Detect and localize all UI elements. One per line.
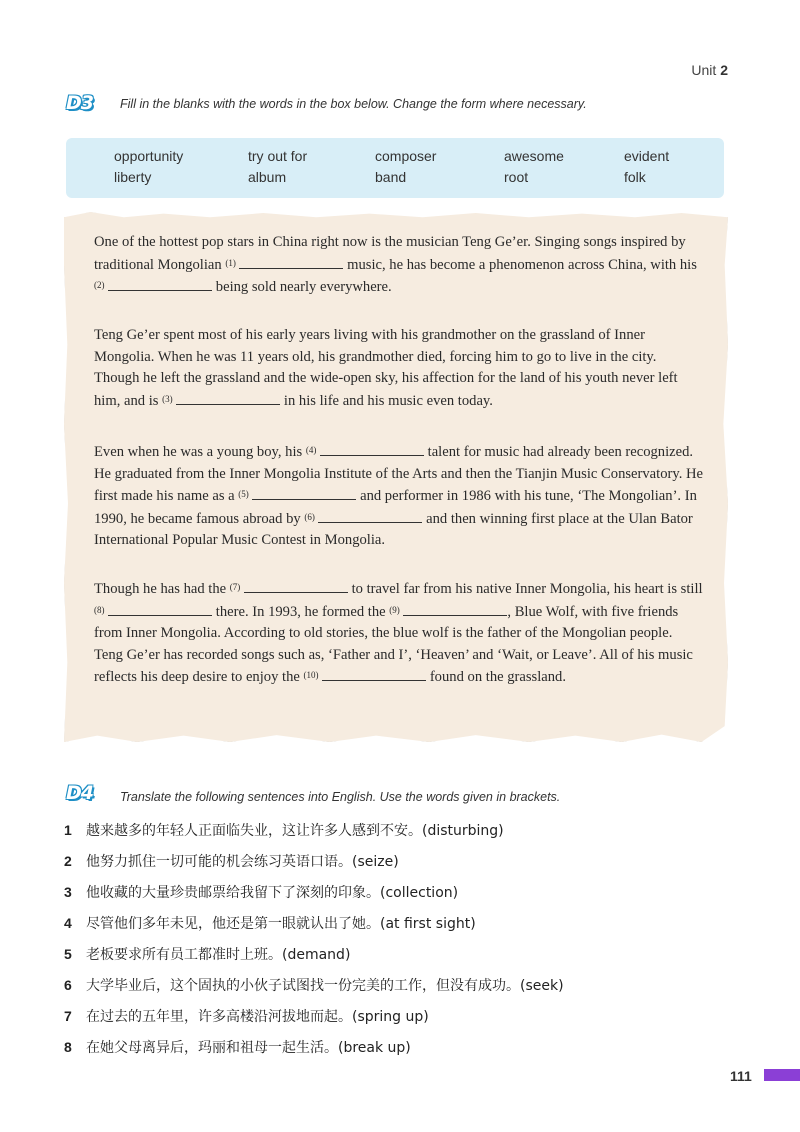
text: and then winning first place at the Ulan Bator International Popular Music Contest in Mongolia. (94, 510, 693, 549)
item-chinese: 在过去的五年里，许多高楼沿河拔地而起。 (86, 1009, 352, 1025)
item-chinese: 尽管他们多年未见，他还是第一眼就认出了她。 (86, 916, 380, 932)
word-item: composer (375, 148, 437, 164)
translation-item (64, 1037, 411, 1057)
item-hint: (break up) (338, 1040, 411, 1056)
unit-number: 2 (720, 62, 728, 78)
translation-item (64, 1006, 429, 1026)
unit-label (691, 62, 728, 78)
page-accent-bar (764, 1069, 800, 1081)
passage-paragraph-3 (94, 441, 704, 552)
translation-item (64, 975, 564, 995)
page-number: 111 (730, 1068, 752, 1084)
translation-item (64, 913, 476, 933)
blank-number: (4) (305, 445, 317, 455)
d3-tag: D3 (66, 92, 93, 114)
word-item: band (375, 169, 407, 185)
passage-paragraph-4 (94, 578, 704, 689)
unit-text: Unit (691, 62, 717, 78)
blank-number: (9) (389, 604, 400, 615)
d4-tag: D4 (66, 782, 93, 804)
word-box (66, 138, 724, 198)
blank-5[interactable] (252, 485, 356, 500)
item-hint: (seize) (352, 854, 399, 870)
word-item: folk (624, 169, 646, 185)
word-item: evident (624, 148, 670, 164)
blank-4[interactable] (320, 441, 424, 456)
blank-number: (10) (303, 670, 319, 681)
text: being sold nearly everywhere. (212, 279, 392, 296)
item-number: 8 (64, 1039, 72, 1055)
text: to travel far from his native Inner Mongolia, his heart is still (347, 581, 703, 597)
text: found on the grassland. (426, 669, 567, 686)
word-item: album (248, 169, 287, 185)
word-item: root (504, 169, 529, 185)
item-chinese: 老板要求所有员工都准时上班。 (86, 947, 282, 963)
item-number: 5 (64, 946, 72, 962)
blank-3[interactable] (176, 390, 280, 405)
item-number: 3 (64, 884, 72, 900)
item-hint: (at first sight) (380, 916, 476, 932)
text: there. In 1993, he formed the (212, 603, 390, 620)
item-chinese: 大学毕业后，这个固执的小伙子试图找一份完美的工作，但没有成功。 (86, 978, 520, 994)
blank-number: (2) (94, 280, 105, 291)
text: music, he has become a phenomenon across China, with his (343, 256, 697, 273)
blank-number: (8) (94, 604, 105, 615)
blank-1[interactable] (239, 254, 343, 269)
text: and performer in 1986 with his tune, ‘The Mongolian’. In 1990, he became famous abroad by (94, 488, 697, 527)
text: Even when he was a young boy, his (94, 444, 306, 460)
blank-10[interactable] (322, 666, 426, 681)
d4-instruction: Translate the following sentences into English. Use the words given in brackets. (120, 790, 561, 804)
text: One of the hottest pop stars in China right now is the musician Teng Ge’er. Singing songs inspired by traditional Mongolian (94, 234, 686, 273)
item-hint: (disturbing) (422, 823, 504, 839)
blank-number: (1) (225, 257, 236, 268)
translation-item (64, 944, 350, 964)
blank-8[interactable] (108, 601, 212, 616)
blank-2[interactable] (108, 276, 212, 291)
text: Though he has had the (94, 581, 230, 597)
blank-6[interactable] (318, 508, 422, 523)
word-item: try out for (248, 148, 308, 164)
translation-item (64, 882, 458, 902)
blank-number: (6) (304, 511, 315, 522)
blank-number: (5) (238, 489, 249, 500)
item-number: 1 (64, 822, 72, 838)
text: , Blue Wolf, with five friends from Inner Mongolia. According to old stories, the blue wolf is the father of the Mongolian people. Teng Ge’er has recorded songs such as, ‘Father and I’, ‘Heaven’ and ‘Wait, or Leave’. All of his music reflects his deep desire to enjoy the (94, 603, 693, 686)
translation-item (64, 820, 504, 840)
blank-number: (3) (162, 393, 173, 404)
translation-item (64, 851, 399, 871)
passage-paragraph-1 (94, 232, 704, 299)
item-chinese: 越来越多的年轻人正面临失业，这让许多人感到不安。 (86, 823, 422, 839)
item-number: 7 (64, 1008, 72, 1024)
word-item: liberty (114, 169, 152, 185)
item-chinese: 在她父母离异后，玛丽和祖母一起生活。 (86, 1040, 338, 1056)
item-number: 2 (64, 853, 72, 869)
blank-number: (7) (229, 582, 241, 592)
item-number: 6 (64, 977, 72, 993)
word-item: awesome (504, 148, 564, 164)
item-hint: (collection) (380, 885, 459, 901)
text: in his life and his music even today. (280, 392, 493, 409)
blank-9[interactable] (403, 601, 507, 616)
item-hint: (demand) (282, 947, 351, 963)
text: Teng Ge’er spent most of his early years living with his grandmother on the grassland of Inner Mongolia. When he was 11 years old, his grandmother died, forcing him to go to live in the city. Though he left the grassland and the wide-open sky, his affection for the land of his youth never left him, and is (94, 327, 678, 409)
item-number: 4 (64, 915, 72, 931)
text: talent for music had already been recognized. He graduated from the Inner Mongolia Institute of the Arts and then the Tianjin Music Conservatory. He first made his name as a (94, 444, 704, 505)
word-item: opportunity (114, 148, 184, 164)
item-chinese: 他努力抓住一切可能的机会练习英语口语。 (86, 854, 352, 870)
item-chinese: 他收藏的大量珍贵邮票给我留下了深刻的印象。 (86, 885, 380, 901)
blank-7[interactable] (244, 578, 348, 593)
item-hint: (seek) (520, 978, 564, 994)
d3-instruction: Fill in the blanks with the words in the box below. Change the form where necessary. (120, 97, 587, 111)
passage-paragraph-2 (94, 325, 704, 412)
item-hint: (spring up) (352, 1009, 429, 1025)
